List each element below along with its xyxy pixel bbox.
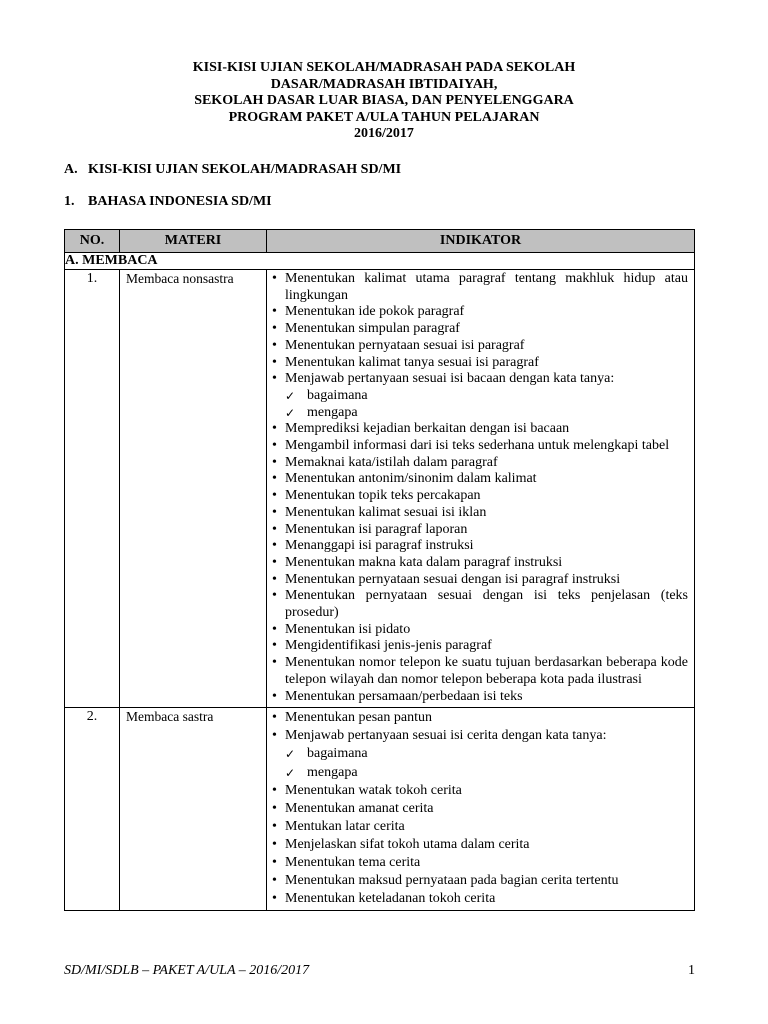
page-number: 1 [688, 963, 695, 978]
indicator-item: • Menentukan nomor telepon ke suatu tujuan berdasarkan beberapa kode telepon wilayah dan nomor telepon beberapa kota pada ilustrasi [271, 655, 688, 688]
row-number: 1. [65, 270, 120, 708]
indicator-item: • Memaknai kata/istilah dalam paragraf [271, 455, 688, 472]
row-indikator [267, 708, 695, 911]
category-label: A. MEMBACA [65, 253, 695, 270]
indicator-item: • Menentukan antonim/sinonim dalam kalimat [271, 471, 688, 488]
indicator-item: • Menentukan makna kata dalam paragraf instruksi [271, 555, 688, 572]
checklist-item: ✓ mengapa [271, 764, 688, 782]
indicator-item: • Mentukan latar cerita [271, 818, 688, 836]
indicator-item: • Menentukan topik teks percakapan [271, 488, 688, 505]
category-row [65, 253, 695, 270]
indicator-list [271, 271, 688, 705]
indicator-item: • Menentukan keteladanan tokoh cerita [271, 890, 688, 908]
indicator-item: • Menentukan ide pokok paragraf [271, 304, 688, 321]
indicator-item: • Menentukan isi paragraf laporan [271, 522, 688, 539]
indicator-item: • Menentukan kalimat sesuai isi iklan [271, 505, 688, 522]
indicator-item: • Menentukan kalimat utama paragraf tentang makhluk hidup atau lingkungan [271, 271, 688, 304]
footer-text: SD/MI/SDLB – PAKET A/ULA – 2016/2017 [64, 963, 310, 978]
checklist-item: ✓ bagaimana [271, 388, 688, 405]
header-no: NO. [65, 230, 120, 253]
indicator-item: • Menentukan pernyataan sesuai isi paragraf [271, 338, 688, 355]
row-indikator [267, 270, 695, 708]
kisi-kisi-table [64, 229, 695, 911]
title-line: PROGRAM PAKET A/ULA TAHUN PELAJARAN [228, 109, 540, 125]
indicator-list [271, 709, 688, 908]
subject-number: 1. [64, 194, 75, 209]
indicator-item: • Menjawab pertanyaan sesuai isi cerita dengan kata tanya: [271, 727, 688, 745]
indicator-item: • Menentukan maksud pernyataan pada bagian cerita tertentu [271, 872, 688, 890]
indicator-item: • Menentukan pesan pantun [271, 709, 688, 727]
indicator-item: • Menentukan simpulan paragraf [271, 321, 688, 338]
table-row [65, 270, 695, 708]
indicator-item: • Menentukan pernyataan sesuai dengan isi teks penjelasan (teks prosedur) [271, 588, 688, 621]
row-materi: Membaca sastra [120, 708, 267, 911]
indicator-item: • Mengambil informasi dari isi teks sederhana untuk melengkapi tabel [271, 438, 688, 455]
indicator-item: • Menentukan pernyataan sesuai dengan isi paragraf instruksi [271, 572, 688, 589]
row-number: 2. [65, 708, 120, 911]
indicator-item: • Menentukan amanat cerita [271, 800, 688, 818]
header-indikator: INDIKATOR [267, 230, 695, 253]
title-line: 2016/2017 [354, 126, 414, 141]
subject-heading [64, 194, 272, 210]
row-materi: Membaca nonsastra [120, 270, 267, 708]
indicator-item: • Menentukan isi pidato [271, 622, 688, 639]
section-number: A. [64, 162, 78, 177]
subject-label: BAHASA INDONESIA SD/MI [88, 194, 272, 209]
section-label: KISI-KISI UJIAN SEKOLAH/MADRASAH SD/MI [88, 162, 402, 177]
title-line: DASAR/MADRASAH IBTIDAIYAH, [270, 76, 498, 92]
header-materi: MATERI [120, 230, 267, 253]
indicator-item: • Mengidentifikasi jenis-jenis paragraf [271, 638, 688, 655]
indicator-item: • Menentukan kalimat tanya sesuai isi paragraf [271, 355, 688, 372]
title-line: SEKOLAH DASAR LUAR BIASA, DAN PENYELENGGARA [194, 93, 574, 108]
checklist-item: ✓ bagaimana [271, 745, 688, 763]
indicator-item: • Menentukan persamaan/perbedaan isi teks [271, 689, 688, 706]
indicator-item: • Menentukan tema cerita [271, 854, 688, 872]
checklist-item: ✓ mengapa [271, 405, 688, 422]
document-title [64, 60, 704, 143]
section-a-heading [64, 162, 401, 178]
indicator-item: • Menanggapi isi paragraf instruksi [271, 538, 688, 555]
title-line: KISI-KISI UJIAN SEKOLAH/MADRASAH PADA SEKOLAH [192, 60, 576, 75]
indicator-item: • Menentukan watak tokoh cerita [271, 782, 688, 800]
table-header-row [65, 230, 695, 253]
indicator-item: • Menjelaskan sifat tokoh utama dalam cerita [271, 836, 688, 854]
table-row [65, 708, 695, 911]
indicator-item: • Memprediksi kejadian berkaitan dengan isi bacaan [271, 421, 688, 438]
indicator-item: • Menjawab pertanyaan sesuai isi bacaan dengan kata tanya: [271, 371, 688, 388]
